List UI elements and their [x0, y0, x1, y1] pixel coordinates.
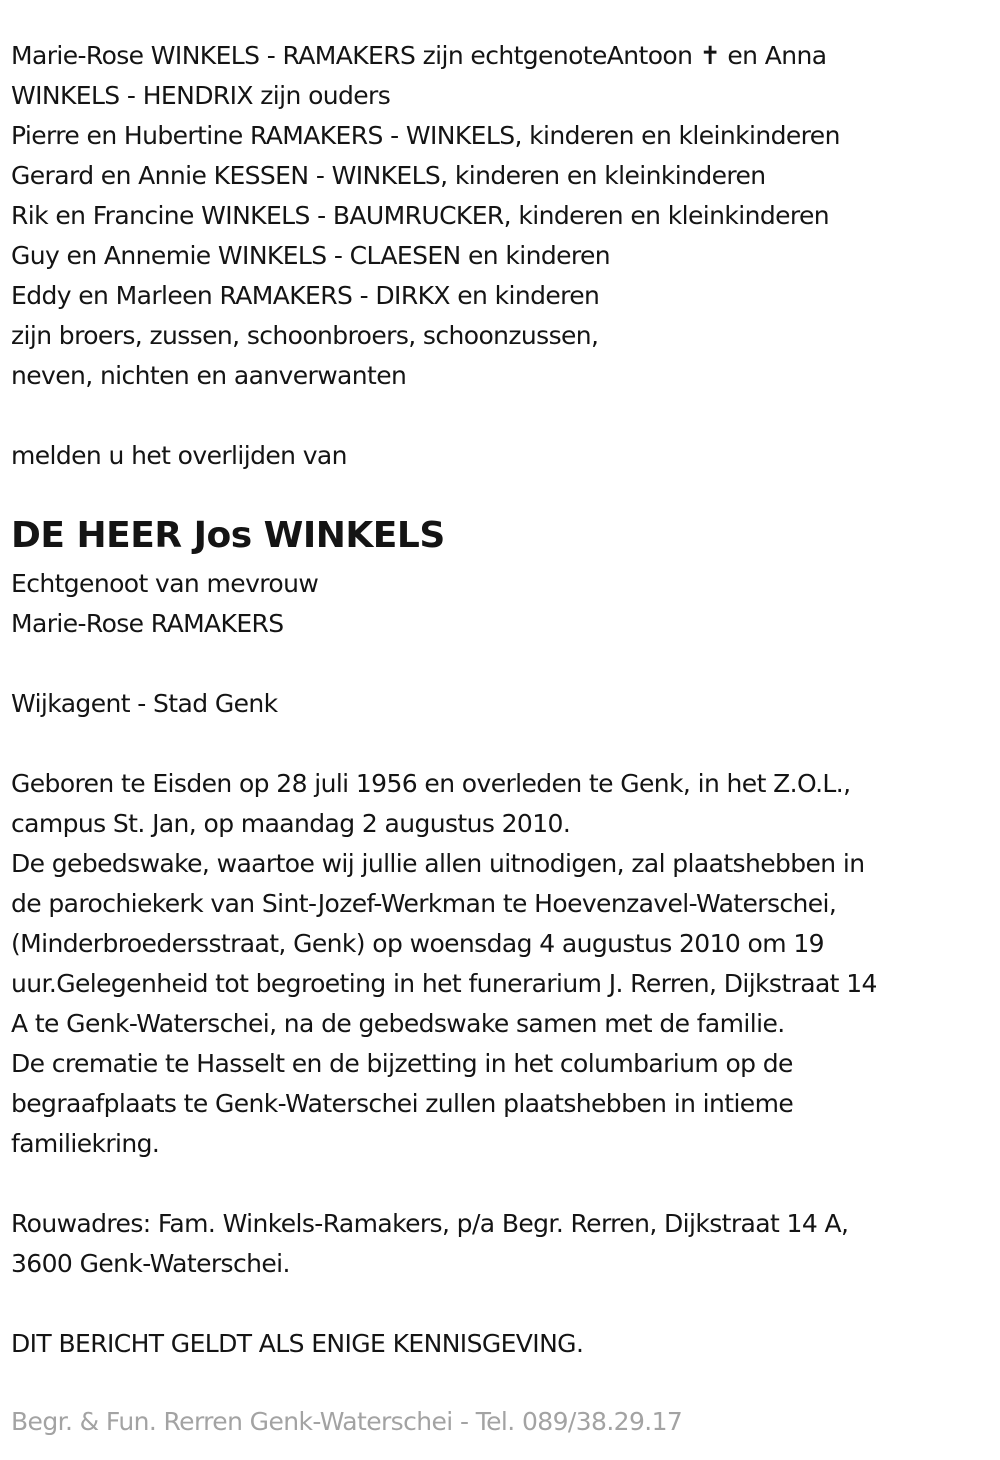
details-line-6: uur.Gelegenheid tot begroeting in het funerarium J. Rerren, Dijkstraat 14 [11, 969, 877, 998]
details-line-2: campus St. Jan, op maandag 2 augustus 2010. [11, 809, 571, 838]
spouse-line-2: Marie-Rose RAMAKERS [11, 609, 284, 638]
details-line-8: De crematie te Hasselt en de bijzetting in het columbarium op de [11, 1049, 793, 1078]
spouse-info [11, 564, 996, 644]
family-line-2: WINKELS - HENDRIX zijn ouders [11, 81, 391, 110]
family-line-6: Guy en Annemie WINKELS - CLAESEN en kinderen [11, 241, 611, 270]
occupation-text: Wijkagent - Stad Genk [11, 689, 278, 718]
family-line-9: neven, nichten en aanverwanten [11, 361, 407, 390]
details-line-3: De gebedswake, waartoe wij jullie allen uitnodigen, zal plaatshebben in [11, 849, 865, 878]
family-line-1: Marie-Rose WINKELS - RAMAKERS zijn echtgenoteAntoon ✝ en Anna [11, 41, 827, 70]
family-line-4: Gerard en Annie KESSEN - WINKELS, kinderen en kleinkinderen [11, 161, 766, 190]
details-line-10: familiekring. [11, 1129, 160, 1158]
family-line-8: zijn broers, zussen, schoonbroers, schoonzussen, [11, 321, 599, 350]
occupation [11, 684, 996, 724]
family-line-7: Eddy en Marleen RAMAKERS - DIRKX en kinderen [11, 281, 600, 310]
notice [11, 1324, 996, 1364]
announcement [11, 436, 996, 476]
funeral-home-footer: Begr. & Fun. Rerren Genk-Waterschei - Tel. 089/38.29.17 [11, 1407, 683, 1436]
details-line-7: A te Genk-Waterschei, na de gebedswake samen met de familie. [11, 1009, 785, 1038]
announcement-text: melden u het overlijden van [11, 441, 347, 470]
family-list [11, 36, 996, 396]
details-line-1: Geboren te Eisden op 28 juli 1956 en overleden te Genk, in het Z.O.L., [11, 769, 851, 798]
address-line-2: 3600 Genk-Waterschei. [11, 1249, 290, 1278]
details [11, 764, 996, 1164]
family-line-3: Pierre en Hubertine RAMAKERS - WINKELS, kinderen en kleinkinderen [11, 121, 840, 150]
details-line-5: (Minderbroedersstraat, Genk) op woensdag 4 augustus 2010 om 19 [11, 929, 824, 958]
details-line-4: de parochiekerk van Sint-Jozef-Werkman te Hoevenzavel-Waterschei, [11, 889, 837, 918]
address-line-1: Rouwadres: Fam. Winkels-Ramakers, p/a Begr. Rerren, Dijkstraat 14 A, [11, 1209, 849, 1238]
details-line-9: begraafplaats te Genk-Waterschei zullen plaatshebben in intieme [11, 1089, 794, 1118]
notice-text: DIT BERICHT GELDT ALS ENIGE KENNISGEVING. [11, 1329, 584, 1358]
spouse-line-1: Echtgenoot van mevrouw [11, 569, 319, 598]
deceased-name: DE HEER Jos WINKELS [11, 515, 445, 556]
mourning-address [11, 1204, 996, 1284]
family-line-5: Rik en Francine WINKELS - BAUMRUCKER, kinderen en kleinkinderen [11, 201, 830, 230]
